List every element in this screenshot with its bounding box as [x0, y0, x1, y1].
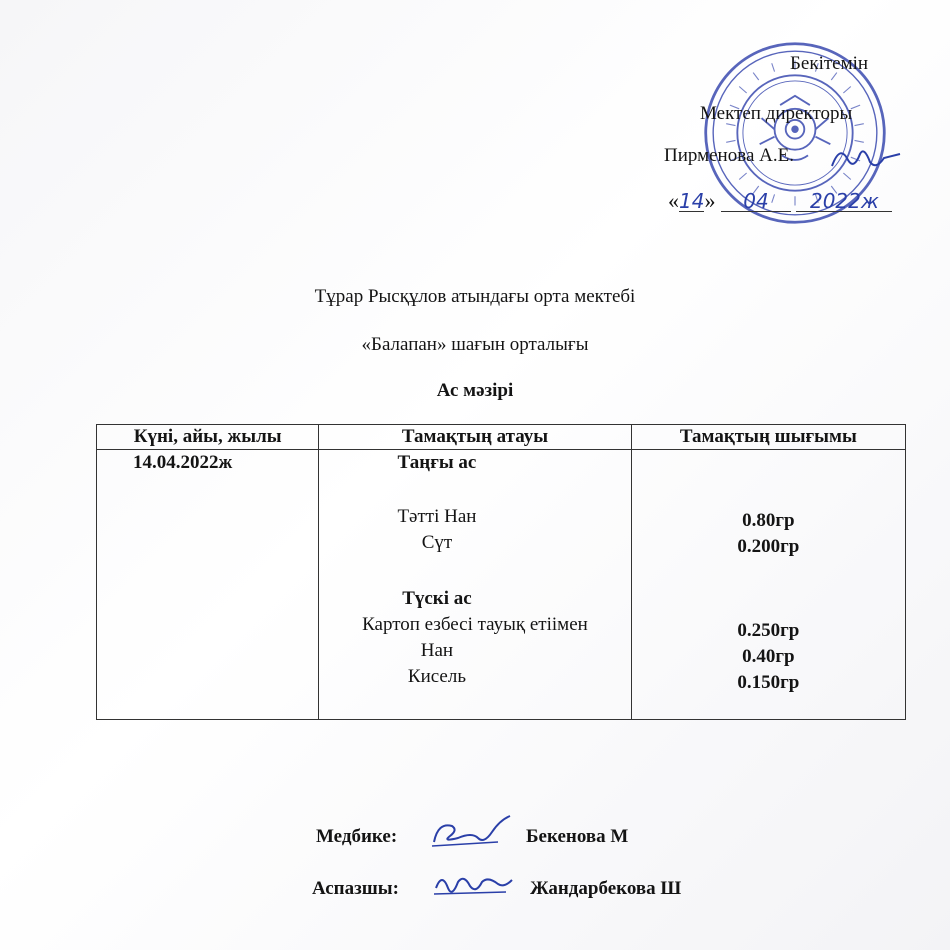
- approval-date: [668, 190, 892, 212]
- table-header-row: [97, 425, 906, 450]
- school-name: Тұрар Рысқұлов атындағы орта мектебі: [314, 286, 636, 307]
- portion-value: 0.40гр: [742, 646, 795, 667]
- nurse-label: Медбике:: [316, 826, 398, 847]
- dish-item: Картоп езбесі тауық етіімен: [362, 614, 588, 635]
- column-header-dish: Тамақтың атауы: [319, 425, 631, 450]
- cook-label: Аспазшы:: [312, 878, 399, 899]
- dish-cell: [319, 450, 631, 720]
- date-year: 2022ж: [796, 191, 892, 212]
- portion-value: 0.250гр: [737, 620, 800, 641]
- date-month: 04: [721, 191, 791, 212]
- director-signature-icon: [826, 140, 906, 176]
- center-name: «Балапан» шағын орталығы: [361, 334, 589, 355]
- column-header-date: Күні, айы, жылы: [97, 425, 319, 450]
- nurse-signature-icon: [428, 812, 516, 852]
- director-position: Мектеп директоры: [700, 103, 853, 124]
- date-day: 14: [679, 189, 705, 213]
- portion-value: 0.200гр: [737, 536, 800, 557]
- cook-signature-icon: [428, 864, 516, 904]
- date-open-quote: «: [668, 188, 679, 213]
- column-header-portion: Тамақтың шығымы: [631, 425, 905, 450]
- dish-item: Нан: [420, 640, 454, 661]
- table-row: [97, 450, 906, 720]
- portion-value: 0.80гр: [742, 510, 795, 531]
- dish-item: Сүт: [421, 532, 453, 553]
- portion-value: 0.150гр: [737, 672, 800, 693]
- dish-item: Кисель: [407, 666, 466, 687]
- menu-title: Ас мәзірі: [436, 380, 514, 401]
- dish-item: Тәтті Нан: [397, 506, 477, 527]
- nurse-name: Бекенова М: [526, 826, 629, 847]
- portion-cell: [631, 450, 905, 720]
- breakfast-label: Таңғы ас: [397, 452, 477, 473]
- cook-name: Жандарбекова Ш: [530, 878, 682, 899]
- date-close-quote: »: [704, 188, 716, 213]
- menu-table: [96, 424, 906, 720]
- approval-heading: Бекітемін: [790, 53, 869, 74]
- director-name: Пирменова А.Е.: [664, 145, 794, 166]
- lunch-label: Түскі ас: [402, 588, 472, 609]
- menu-date: 14.04.2022ж: [133, 452, 233, 473]
